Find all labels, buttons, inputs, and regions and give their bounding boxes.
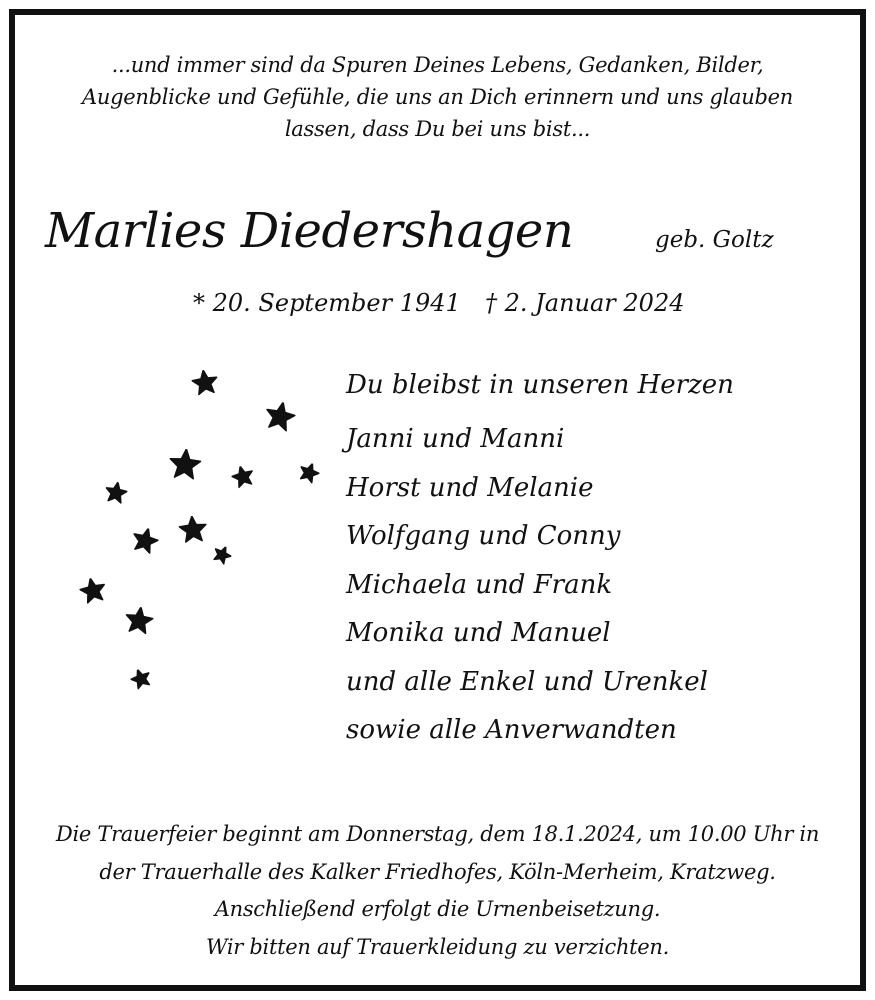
star-icon [128,666,154,692]
star-icon [296,460,322,486]
funeral-notice [15,816,860,966]
mourner-name: Janni und Manni [346,424,565,454]
stars-decoration [55,355,315,695]
mourner-name: Horst und Melanie [346,472,594,503]
quote-line: Augenblicke und Gefühle, die uns an Dich erinnern und uns glauben [82,85,793,109]
star-icon [129,525,161,557]
star-icon [190,368,219,397]
star-icon [123,605,155,637]
star-icon [210,543,234,567]
star-icon [262,399,298,435]
mourner-name: Monika und Manuel [346,618,611,648]
star-icon [178,515,208,545]
death-date: † 2. Januar 2024 [485,289,685,317]
birth-name: geb. Goltz [655,227,774,253]
notice-line: Die Trauerfeier beginnt am Donnerstag, dem 18.1.2024, um 10.00 Uhr in [55,822,820,846]
star-icon [230,464,257,491]
notice-line: Wir bitten auf Trauerkleidung zu verzichten. [205,934,670,959]
star-icon [78,576,109,607]
star-icon [168,448,203,483]
memorial-quote [15,49,860,145]
deceased-name: Marlies Diedershagen [45,203,574,259]
quote-line: lassen, dass Du bei uns bist... [284,117,591,141]
notice-line: der Trauerhalle des Kalker Friedhofes, Köln-Merheim, Kratzweg. [99,859,776,884]
birth-date: * 20. September 1941 [193,289,461,317]
mourner-name: und alle Enkel und Urenkel [346,666,708,697]
mourner-name: Wolfgang und Conny [346,521,621,551]
quote-line: ...und immer sind da Spuren Deines Lebens, Gedanken, Bilder, [111,53,764,77]
mourner-name: sowie alle Anverwandten [346,715,677,745]
mourner-name: Michaela und Frank [346,569,613,600]
mourners-list [346,361,734,755]
obituary-frame [9,9,866,991]
mourners-lead: Du bleibst in unseren Herzen [346,370,734,400]
notice-line: Anschließend erfolgt die Urnenbeisetzung. [214,897,661,921]
star-icon [103,480,128,505]
